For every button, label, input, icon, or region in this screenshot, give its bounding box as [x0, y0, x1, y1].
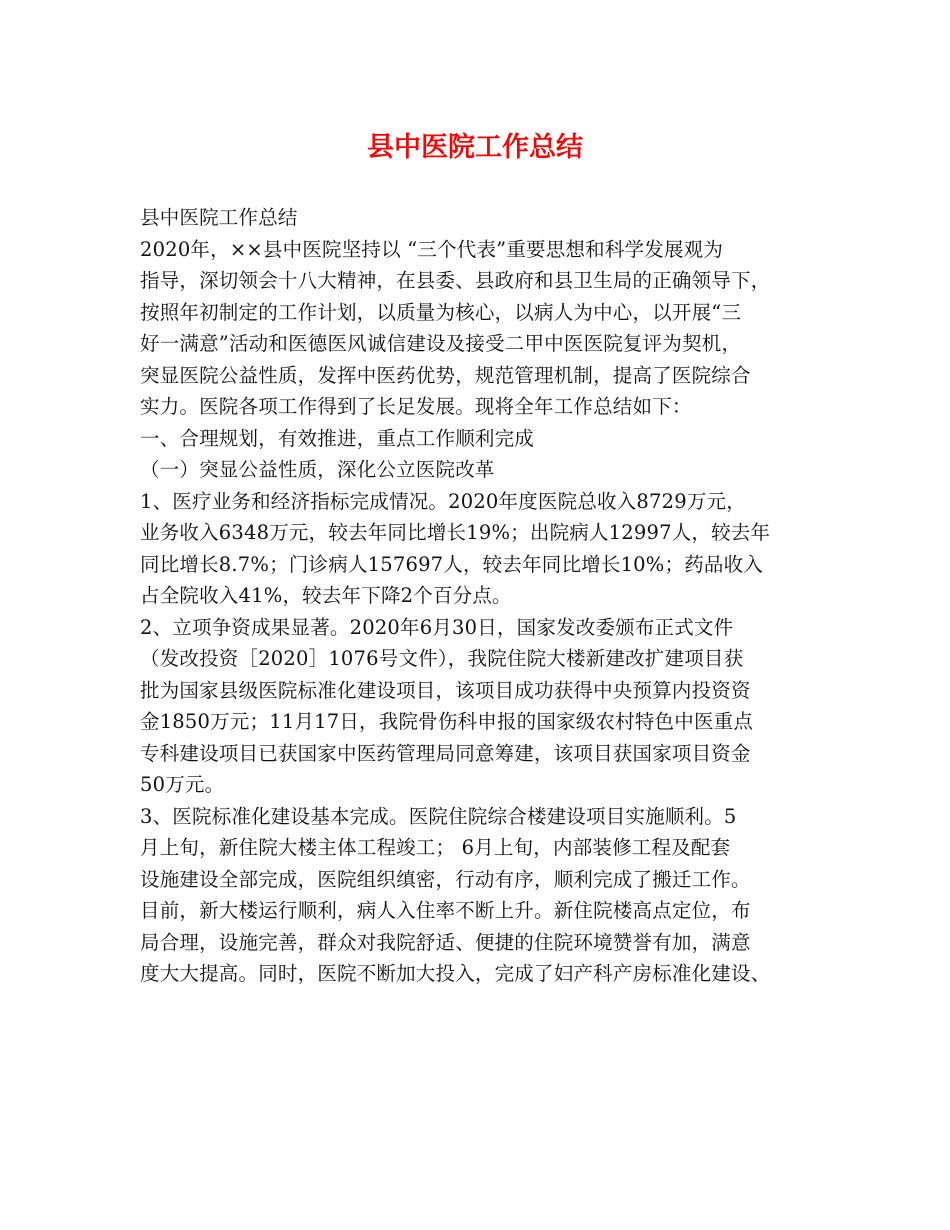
text-line: 月上旬，新住院大楼主体工程竣工； 6月上旬，内部装修工程及配套 [140, 836, 731, 859]
text-line: 2、立项争资成果显著。2020年6月30日，国家发改委颁布正式文件 [140, 615, 734, 639]
text-line: 县中医院工作总结 [140, 206, 298, 229]
text-line: 设施建设全部完成，医院组织缜密，行动有序，顺利完成了搬迁工作。 [140, 867, 751, 891]
text-line: 占全院收入41%，较去年下降2个百分点。 [140, 584, 512, 607]
text-line: 批为国家县级医院标准化建设项目，该项目成功获得中央预算内投资资 [140, 678, 751, 702]
text-line: 突显医院公益性质，发挥中医药优势，规范管理机制，提高了医院综合 [140, 363, 751, 387]
text-line: 同比增长8.7%；门诊病人157697人，较去年同比增长10%；药品收入 [140, 552, 764, 576]
text-line: （发改投资［2020］1076号文件），我院住院大楼新建改扩建项目获 [140, 647, 744, 670]
text-line: 1、医疗业务和经济指标完成情况。2020年度医院总收入8729万元， [140, 489, 746, 513]
text-line: 度大大提高。同时，医院不断加大投入，完成了妇产科产房标准化建设、 [140, 962, 771, 985]
text-line: 2020年，××县中医院坚持以 “三个代表”重要思想和科学发展观为 [140, 237, 724, 261]
text-line: 实力。医院各项工作得到了长足发展。现将全年工作总结如下： [140, 395, 692, 418]
text-line: 50万元。 [140, 773, 225, 796]
text-line: （一）突显公益性质，深化公立医院改革 [140, 458, 495, 481]
text-line: 目前，新大楼运行顺利，病人入住率不断上升。新住院楼高点定位，布 [140, 899, 751, 922]
text-line: 指导，深切领会十八大精神，在县委、县政府和县卫生局的正确领导下， [140, 269, 771, 292]
text-line: 一、合理规划，有效推进，重点工作顺利完成 [140, 426, 535, 450]
text-line: 金1850万元；11月17日，我院骨伤科申报的国家级农村特色中医重点 [140, 710, 754, 733]
text-line: 专科建设项目已获国家中医药管理局同意筹建，该项目获国家项目资金 [140, 741, 751, 765]
text-line: 局合理，设施完善，群众对我院舒适、便捷的住院环境赞誉有加，满意 [140, 930, 751, 954]
text-line: 3、医院标准化建设基本完成。医院住院综合楼建设项目实施顺利。5 [140, 804, 737, 828]
text-line: 好一满意”活动和医德医风诚信建设及接受二甲中医医院复评为契机， [140, 332, 742, 355]
document-body [140, 202, 820, 990]
text-line: 按照年初制定的工作计划，以质量为核心，以病人为中心，以开展“三 [140, 300, 742, 324]
document-title: 县中医院工作总结 [367, 132, 583, 163]
text-line: 业务收入6348万元，较去年同比增长19%；出院病人12997人，较去年 [140, 521, 771, 544]
